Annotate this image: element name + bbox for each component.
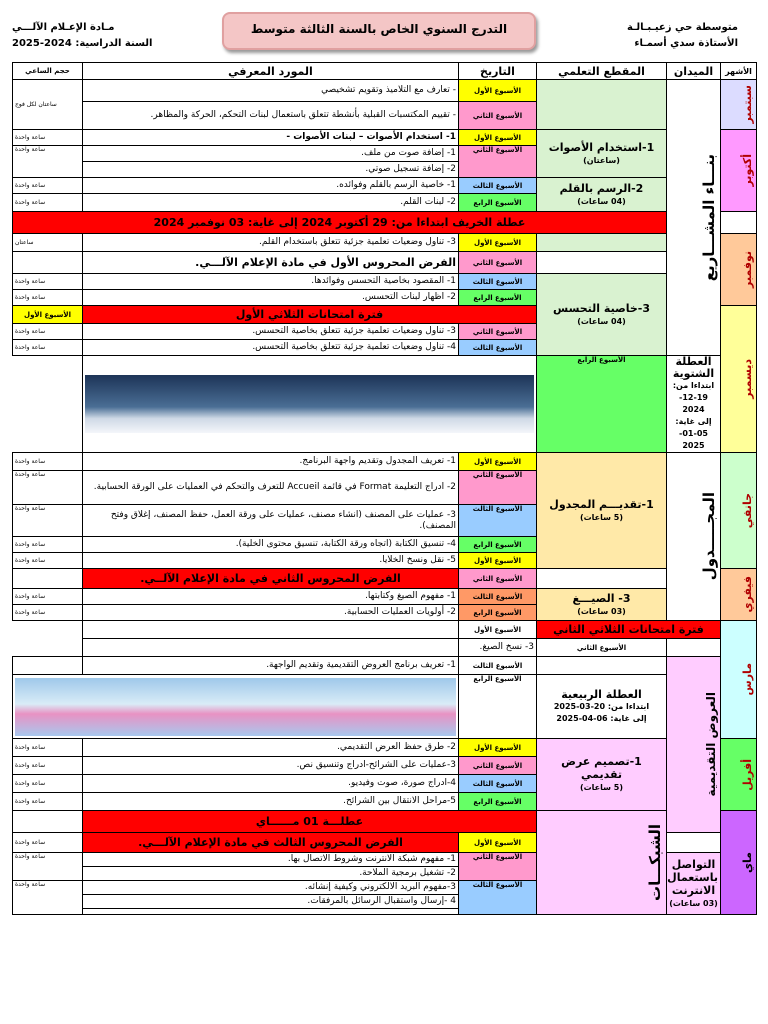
resource-cell: 4 -إرسال واستقبال الرسائل بالمرفقات.	[83, 895, 459, 909]
week-cell: الأسبوع الرابع	[459, 194, 537, 212]
duration-cell: ساعة واحدة	[13, 553, 83, 569]
domain-spreadsheet: المجـــــدول	[667, 453, 721, 621]
week-cell: الأسبوع الثاني	[459, 252, 537, 274]
week-cell: الأسبوع الرابع	[459, 793, 537, 811]
duration-cell: ساعة واحدة	[13, 589, 83, 605]
segment-sounds: 1-استخدام الأصوات (ساعتان)	[537, 130, 667, 178]
table-row	[13, 252, 757, 274]
month-december: ديسمبر	[721, 306, 757, 453]
resource-cell: 3- تناول وضعيات تعلمية جزئية تتعلق بخاصية التحسس.	[83, 324, 459, 340]
test-2: الفرض المحروس الثاني في مادة الإعلام الآلــي.	[83, 569, 459, 589]
duration-cell: ساعة واحدة	[13, 194, 83, 212]
segment-empty	[537, 80, 667, 130]
duration-cell	[13, 569, 83, 589]
duration-cell: ساعة واحدة	[13, 605, 83, 621]
table-row	[13, 621, 757, 639]
winter-image-cell	[83, 356, 537, 453]
segment-empty	[667, 639, 721, 657]
segment-empty	[537, 252, 667, 274]
segment-internet: التواصل باستعمال الانترنت (03 ساعات)	[667, 853, 721, 915]
week-cell: الأسبوع الأول	[459, 453, 537, 471]
resource-cell: 2- طرق حفظ العرض التقديمي.	[83, 739, 459, 757]
table-row	[13, 657, 757, 675]
week-cell: الأسبوع الرابع	[459, 537, 537, 553]
resource-cell: 1- استخدام الأصوات – لبنات الأصوات -	[83, 130, 459, 146]
resource-cell: 1- خاصية الرسم بالقلم وفوائده.	[83, 178, 459, 194]
table-row	[13, 212, 757, 234]
week-cell: الأسبوع الثاني	[459, 569, 537, 589]
duration-cell: ساعة واحدة	[13, 290, 83, 306]
may-holiday: عطلـــة 01 مــــــاي	[83, 811, 537, 833]
duration-cell: ساعة واحدة	[13, 757, 83, 775]
week-cell: الأسبوع الرابع	[459, 675, 537, 739]
duration-cell: ساعة واحدة	[13, 505, 83, 537]
resource-cell: 1- مفهوم الصيغ وكتابتها.	[83, 589, 459, 605]
month-february: فيفري	[721, 569, 757, 621]
resource-cell: 2- إضافة تسجيل صوتي.	[83, 162, 459, 178]
spring-image-cell	[13, 675, 459, 739]
duration-cell: ساعة واحدة	[13, 793, 83, 811]
duration-cell: ساعتان	[13, 234, 83, 252]
col-resource: المورد المعرفي	[83, 63, 459, 80]
table-row	[13, 639, 757, 657]
month-september: سبتمبر	[721, 80, 757, 130]
week-cell: الأسبوع الثاني	[459, 853, 537, 881]
resource-cell: 3- تناول وضعيات تعلمية جزئية تتعلق باستخدام القلم.	[83, 234, 459, 252]
teacher-label: الأستاذة سدي أسمـاء	[634, 38, 738, 49]
table-row	[13, 589, 757, 605]
table-header-row	[13, 63, 757, 80]
resource-cell: - تعارف مع التلاميذ وتقويم تشخيصي	[83, 80, 459, 102]
resource-cell: 3- نسخ الصيغ.	[459, 639, 537, 657]
week-cell: الأسبوع الثاني	[537, 639, 667, 657]
duration-cell: ساعة واحدة	[13, 775, 83, 793]
resource-cell: 2- تشغيل برمجية الملاحة.	[83, 867, 459, 881]
month-november: نوفمبر	[721, 234, 757, 306]
segment-empty	[667, 833, 721, 853]
duration-cell: ساعة واحدة	[13, 453, 83, 471]
duration-cell: ساعة واحدة	[13, 324, 83, 340]
col-month: الأشهر	[721, 63, 757, 80]
domain-projects: بنـــاء المشـــاريع	[667, 80, 721, 356]
duration-cell: ساعة واحدة	[13, 178, 83, 194]
week-cell: الأسبوع الرابع	[537, 356, 667, 453]
resource-cell: 2- أولويات العمليات الحسابية.	[83, 605, 459, 621]
resource-cell: 1- تعريف المجدول وتقديم واجهة البرنامج.	[83, 453, 459, 471]
week-cell: الأسبوع الأول	[459, 739, 537, 757]
col-segment: المقطع التعلمي	[537, 63, 667, 80]
resource-cell: 4-ادراج صورة، صوت وفيديو.	[83, 775, 459, 793]
spring-holiday: العطلة الربيعية ابتداءا من: 20-03-2025 إلى غاية: 06-04-2025	[537, 675, 667, 739]
spring-flowers-image	[15, 678, 456, 736]
domain-networks: الشبكـــات	[537, 811, 667, 915]
month-april: أفريل	[721, 739, 757, 811]
week-cell: الأسبوع الأول	[459, 833, 537, 853]
week-cell: الأسبوع الأول	[459, 621, 537, 639]
week-cell: الأسبوع الثاني	[459, 757, 537, 775]
col-domain: الميدان	[667, 63, 721, 80]
winter-landscape-image	[85, 375, 534, 433]
test-3: الفرض المحروس الثالث في مادة الإعلام الآلـــي.	[83, 833, 459, 853]
duration-cell: ساعة واحدة	[13, 881, 83, 915]
table-row	[13, 178, 757, 194]
duration-cell: ساعة واحدة	[13, 537, 83, 553]
table-row	[13, 234, 757, 252]
exam-period-2: فترة امتحانات الثلاثي الثاني	[537, 621, 721, 639]
segment-empty	[537, 234, 667, 252]
duration-cell	[13, 252, 83, 274]
table-row	[13, 356, 757, 453]
table-row	[13, 274, 757, 290]
duration-cell: ساعة واحدة	[13, 833, 83, 853]
subject-label: مـادة الإعـلام الآلـــي	[12, 22, 115, 33]
week-cell: الأسبوع الأول	[459, 553, 537, 569]
week-cell: الأسبوع الثالث	[459, 775, 537, 793]
table-row	[13, 811, 757, 833]
duration-cell	[13, 657, 83, 675]
col-volume: حجم الساعي	[13, 63, 83, 80]
resource-cell: 3- عمليات على المصنف (انشاء مصنف، عمليات على ورقة العمل، حفظ المصنف، إغلاق وفتح المصنف).	[83, 505, 459, 537]
segment-presentation: 1-تصميم عرض تقديمي (5 ساعات)	[537, 739, 667, 811]
resource-cell	[83, 909, 459, 915]
duration-cell: ساعتان لكل فوج	[13, 80, 83, 130]
week-cell	[13, 811, 83, 833]
page-title: التدرج السنوي الخاص بالسنة الثالثة متوسط	[222, 12, 536, 50]
domain-presentations: العروض التقديمية	[667, 657, 721, 833]
resource-cell: 1- مفهوم شبكة الانترنت وشروط الاتصال بها.	[83, 853, 459, 867]
week-cell: الأسبوع الرابع	[459, 290, 537, 306]
week-cell: الأسبوع الأول	[13, 306, 83, 324]
month-may: ماي	[721, 811, 757, 915]
week-cell: الأسبوع الثالث	[459, 178, 537, 194]
resource-cell: 3-مفهوم البريد الالكتروني وكيفية إنشائه.	[83, 881, 459, 895]
week-cell: الأسبوع الثالث	[459, 589, 537, 605]
week-cell: الأسبوع الثالث	[459, 505, 537, 537]
segment-touch: 3-خاصية التحسس (04 ساعات)	[537, 274, 667, 356]
month-gap	[721, 212, 757, 234]
duration-cell	[83, 639, 459, 657]
segment-formulas: 3- الصيـــغ (03 ساعات)	[537, 589, 667, 621]
header	[0, 0, 768, 64]
resource-cell: 1- تعريف برنامج العروض التقديمية وتقديم الواجهة.	[83, 657, 459, 675]
resource-cell: 1- المقصود بخاصية التحسس وفوائدها.	[83, 274, 459, 290]
resource-cell: 5- نقل ونسخ الخلايا.	[83, 553, 459, 569]
duration-cell: ساعة واحدة	[13, 274, 83, 290]
autumn-holiday-banner: عطلة الخريف ابتداءا من: 29 أكتوبر 2024 إلى غاية: 03 نوفمبر 2024	[13, 212, 667, 234]
week-cell: الأسبوع الثالث	[459, 274, 537, 290]
week-cell: الأسبوع الثاني	[459, 324, 537, 340]
table-row	[13, 739, 757, 757]
table-row	[13, 569, 757, 589]
duration-cell: ساعة واحدة	[13, 853, 83, 881]
header-left	[12, 20, 212, 52]
table-row	[13, 675, 757, 739]
duration-cell: ساعة واحدة	[13, 130, 83, 146]
duration-cell	[83, 621, 459, 639]
week-cell: الأسبوع الرابع	[459, 605, 537, 621]
school-label: متوسطة حي زعيـبـالـة	[626, 22, 738, 33]
exam-period-1: فترة امتحانات الثلاثي الأول	[83, 306, 537, 324]
segment-spreadsheet: 1-تقديـــم المجدول (5 ساعات)	[537, 453, 667, 569]
duration-cell: ساعة واحدة	[13, 739, 83, 757]
test-1: الفرض المحروس الأول في مادة الإعلام الآلـــي.	[83, 252, 459, 274]
resource-cell: 1- إضافة صوت من ملف.	[83, 146, 459, 162]
resource-cell: 5-مراحل الانتقال بين الشرائح.	[83, 793, 459, 811]
table-row	[13, 130, 757, 146]
resource-cell: 2- ادراج التعليمة Format في قائمة Accueil للتعرف والتحكم في العمليات على الورقة الحسابية.	[83, 471, 459, 505]
week-cell: الأسبوع الأول	[459, 234, 537, 252]
resource-cell: 2- اظهار لبنات التحسس.	[83, 290, 459, 306]
segment-empty	[537, 657, 667, 675]
week-cell: الأسبوع الأول	[459, 80, 537, 102]
resource-cell: 2- لبنات القلم.	[83, 194, 459, 212]
week-cell: الأسبوع الثاني	[459, 102, 537, 130]
table-row	[13, 80, 757, 102]
resource-cell: 4- تنسيق الكتابة (اتجاه ورقة الكتابة، تنسيق محتوى الخلية).	[83, 537, 459, 553]
week-cell: الأسبوع الثاني	[459, 146, 537, 178]
resource-cell: 4- تناول وضعيات تعلمية جزئية تتعلق بخاصية التحسس.	[83, 340, 459, 356]
week-cell: الأسبوع الثالث	[459, 340, 537, 356]
duration-cell: ساعة واحدة	[13, 340, 83, 356]
header-right	[538, 20, 738, 52]
year-label: السنة الدراسية: 2024-2025	[12, 38, 153, 49]
month-march: مارس	[721, 621, 757, 739]
duration-cell: ساعة واحدة	[13, 471, 83, 505]
segment-pen: 2-الرسم بالقلم (04 ساعات)	[537, 178, 667, 212]
segment-empty	[537, 569, 667, 589]
month-january: جانفي	[721, 453, 757, 569]
col-date: التاريخ	[459, 63, 537, 80]
duration-cell: ساعة واحدة	[13, 146, 83, 178]
week-cell: الأسبوع الثاني	[459, 471, 537, 505]
resource-cell: 3-عمليات على الشرائح-ادراج وتنسيق نص.	[83, 757, 459, 775]
progression-table	[12, 62, 757, 915]
resource-cell: - تقييم المكتسبات القبلية بأنشطة تتعلق باستعمال لبنات التحكم، الحركة والمظاهر.	[83, 102, 459, 130]
table-row	[13, 453, 757, 471]
week-cell: الأسبوع الثالث	[459, 657, 537, 675]
week-cell: الأسبوع الأول	[459, 130, 537, 146]
week-cell: الأسبوع الثالث	[459, 881, 537, 915]
month-october: أكتوبر	[721, 130, 757, 212]
winter-holiday: العطلة الشتوية ابتداءا من: 19-12-2024 إلى غاية: 05-01-2025	[667, 356, 721, 453]
